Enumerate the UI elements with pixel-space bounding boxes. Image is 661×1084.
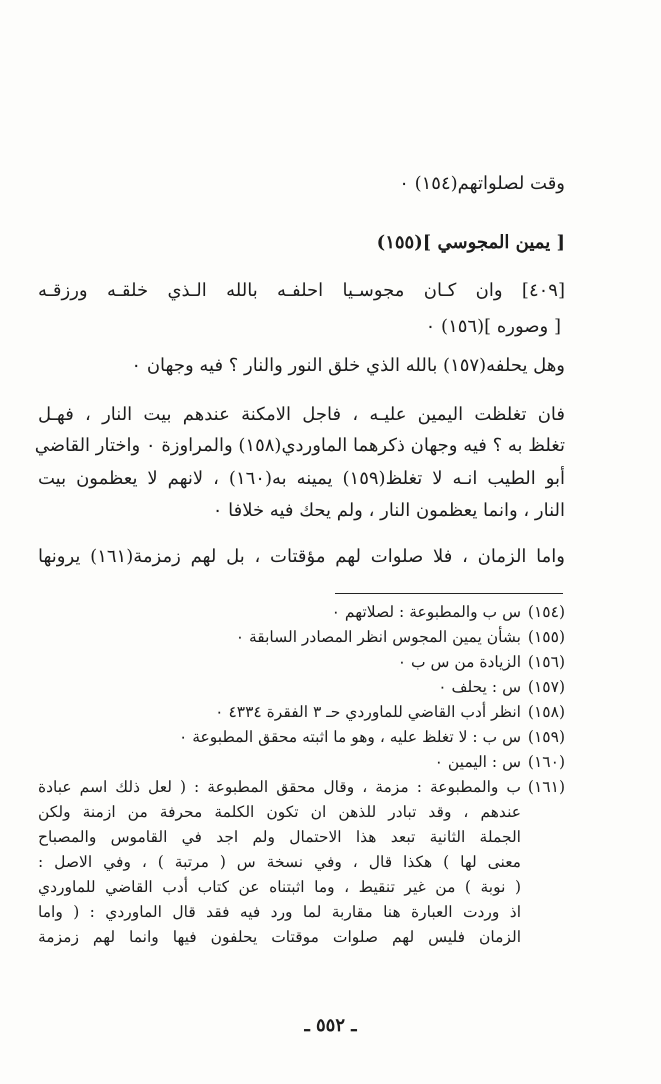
body-line-3: [٤٠٩] وان كـان مجوسـيا احلفـه بالله الـذي خلقـه ورزقـه	[38, 280, 565, 301]
footnote-text: س : يحلف ٠	[438, 678, 521, 696]
footnote-number: (١٥٩)	[527, 728, 565, 746]
footnote-number: (١٥٧)	[527, 678, 565, 696]
footnote-number: (١٦١)	[527, 778, 565, 796]
footnote-continuation: الزمان فليس لهم صلوات موقتات يحلفون فيها وانما لهم زمزمة	[38, 928, 521, 946]
footnote-continuation: اذ وردت العبارة هنا مقاربة لما ورد فيه فقد قال الماوردي : ( واما	[38, 903, 521, 921]
body-line-7: تغلظ به ؟ فيه وجهان ذكرهما الماوردي(١٥٨) والمراوزة ٠ واختار القاضي	[34, 435, 565, 456]
footnote-continuation: عندهم ، وقد تبادر للذهن ان تكون الكلمة محرفة من ازمنة ولكن	[38, 803, 521, 821]
footnote-number: (١٥٦)	[527, 653, 565, 671]
body-line-6: فان تغلظت اليمين عليـه ، فاجل الامكنة عندهم بيت النار ، فهـل	[38, 404, 565, 425]
body-line-10: واما الزمان ، فلا صلوات لهم مؤقتات ، بل لهم زمزمة(١٦١) يرونها	[38, 546, 566, 567]
footnote-text: ب والمطبوعة : مزمة ، وقال محقق المطبوعة : ( لعل ذلك اسم عبادة	[38, 778, 521, 796]
body-line-5: وهل يحلفه(١٥٧) بالله الذي خلق النور والنار ؟ فيه وجهان ٠	[131, 355, 565, 376]
footnote-text: س : اليمين ٠	[434, 753, 521, 771]
footnote-text: الزيادة من س ب ٠	[397, 653, 521, 671]
page-number: ـ ٥٥٢ ـ	[304, 1015, 357, 1036]
footnote-text: س ب : لا تغلظ عليه ، وهو ما اثبته محقق المطبوعة ٠	[178, 728, 521, 746]
footnote-number: (١٥٨)	[527, 703, 565, 721]
footnote-text: انظر أدب القاضي للماوردي حـ ٣ الفقرة ٤٣٣٤ ٠	[215, 703, 521, 721]
footnote-continuation: الجملة الثانية تبعد هذا الاحتمال ولم اجد في القاموس والمصباح	[38, 828, 521, 846]
footnote-continuation: ( نوبة ) من غير تنقيط ، وما اثبتناه عن كتاب أدب القاضي للماوردي	[38, 878, 521, 896]
body-line-9: النار ، وانما يعظمون النار ، ولم يحك فيه خلافا ٠	[212, 500, 565, 521]
footnote-number: (١٥٥)	[527, 628, 565, 646]
body-line-8: أبو الطيب انـه لا تغلظ(١٥٩) يمينه به(١٦٠) ، لانهم لا يعظمون بيت	[38, 468, 566, 489]
section-heading: [ يمين المجوسي ](١٥٥)	[376, 232, 565, 253]
body-line-4: [ وصوره ](١٥٦) ٠	[425, 316, 561, 337]
footnote-continuation: معنى لها ) هكذا قال ، وفي نسخة س ( مرتبة ) ، وفي الاصل :	[38, 853, 521, 871]
body-line-1: وقت لصلواتهم(١٥٤) ٠	[399, 173, 565, 194]
footnote-number: (١٥٤)	[527, 603, 565, 621]
footnote-text: س ب والمطبوعة : لصلاتهم ٠	[331, 603, 521, 621]
footnote-text: بشأن يمين المجوس انظر المصادر السابقة ٠	[235, 628, 521, 646]
footnote-number: (١٦٠)	[527, 753, 565, 771]
footnote-separator	[335, 593, 563, 594]
